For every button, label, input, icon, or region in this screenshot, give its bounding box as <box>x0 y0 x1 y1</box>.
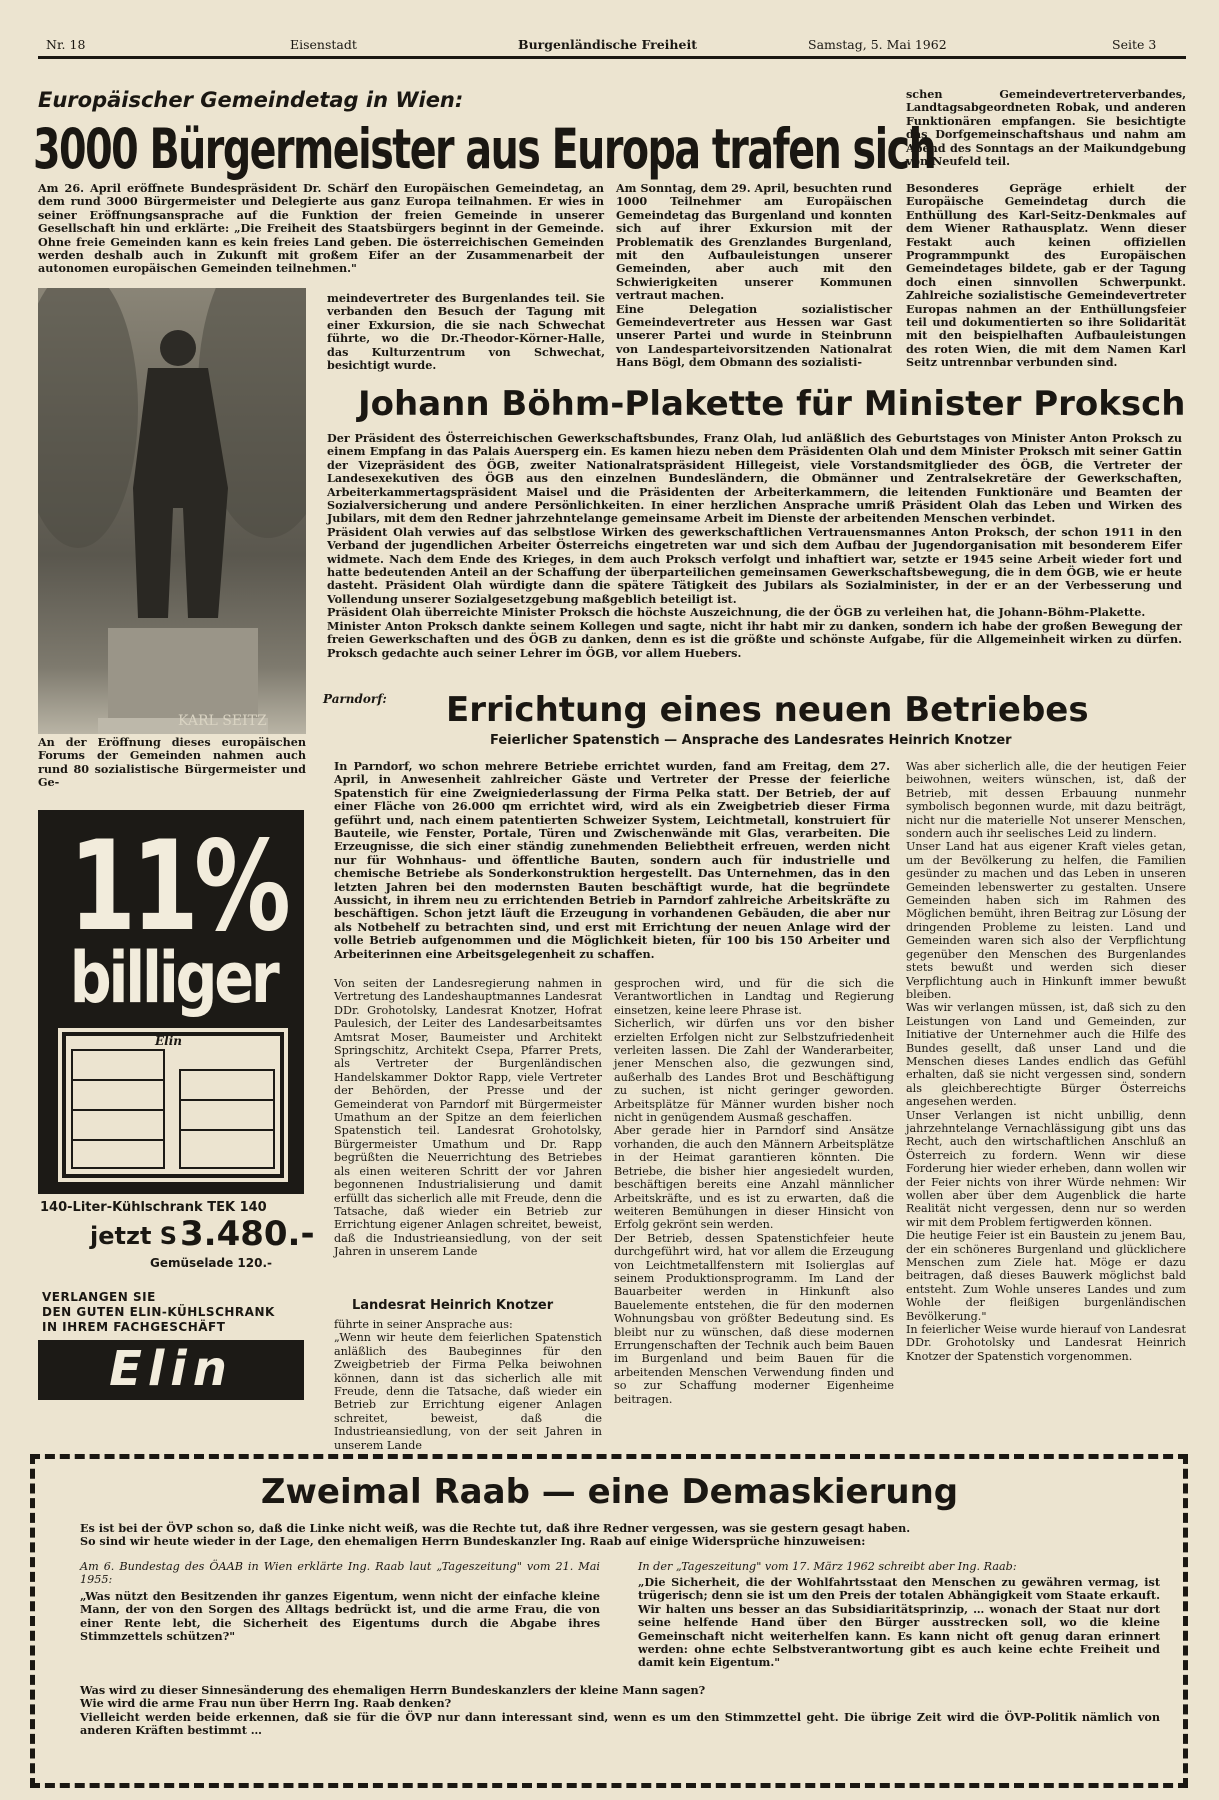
ad-price: 3.480.- <box>180 1214 315 1254</box>
article3-column3: Was aber sicherlich alle, die der heutigen Feier beiwohnen, weiters wünschen, ist, daß der Betrieb, mit dessen Erbauung nunmehr symbolisch begonnen wurde, mit dazu beiträgt, nicht nur die materielle Not unserer Menschen, sondern auch ihr seelisches Leid zu lindern. Unser Land hat aus eigener Kraft vieles getan, um der Bevölkerung zu helfen, die Familien gesünder zu machen und das Leben in unseren Gemeinden lebenswerter zu gestalten. Unsere Gemeinden haben sich im Rahmen des Möglichen bemüht, ihren Beitrag zur Lösung der dringenden Probleme zu leisten. Land und Gemeinden waren sich also der Verpflichtung gegenüber den Menschen des Burgenlandes stets bewußt und werden sich dieser Verpflichtung auch in Hinkunft immer bewußt bleiben. Was wir verlangen müssen, ist, daß sich zu den Leistungen von Land und Gemeinden, zur Initiative der Unternehmer auch die Hilfe des Bundes gesellt, daß unser Land und die Menschen dieses Landes endlich das Gefühl erhalten, daß sie nicht vergessen sind, sondern als gleichberechtigte Bürger Österreichs angesehen werden. Unser Verlangen ist nicht unbillig, denn jahrzehntelange Vernachlässigung gibt uns das Recht, auch den wirtschaftlichen Anschluß an Österreich zu fordern. Wenn wir diese Forderung hier wieder erheben, dann wollen wir der Feier nichts von ihrer Würde nehmen: Wir wollen aber über dem Augenblick die harte Realität nicht vergessen, denn nur so werden wir mit dem Problem fertigwerden können. Die heutige Feier ist ein Baustein zu jenem Bau, der ein schöneres Burgenland und glücklichere Menschen zum Ziele hat. Möge er dazu beitragen, daß dieses Bauwerk möglichst bald entsteht. Zum Wohle unseres Landes und zum Wohle der fleißigen burgenländischen Bevölkerung." In feierlicher Weise wurde hierauf von Landesrat DDr. Grohotolsky und Landesrat Heinrich Knotzer der Spatenstich vorgenommen. <box>906 760 1186 1363</box>
article2-body: Der Präsident des Österreichischen Gewerkschaftsbundes, Franz Olah, lud anläßlich des Geburtstages von Minister Anton Proksch zu einem Empfang in das Palais Auersperg ein. Es kamen hiezu neben dem Präsidenten Olah und dem Minister Proksch mit seiner Gattin der Vizepräsident des ÖGB, zweiter Nationalratspräsident Hillegeist, viele Vorstandsmitglieder des ÖGB, die Vertreter der Landesexekutiven des ÖGB aus den einzelnen Bundesländern, die Obmänner und Zentralsekretäre der Gewerkschaften, Arbeiterkammertagspräsident Maisel und die Präsidenten der Arbeiterkammern, die leitenden Funktionäre und Beamten der Sozialversicherung und andere Persönlichkeiten. In einer herzlichen Ansprache umriß Präsident Olah das Leben und Wirken des Jubilars, mit dem den Redner jahrzehntelange gemeinsame Arbeit im Dienste der arbeitenden Menschen verbindet. Präsident Olah verwies auf das selbstlose Wirken des gewerkschaftlichen Vertrauensmannes Anton Proksch, der schon 1911 in den Verband der jugendlichen Arbeiter Österreichs eingetreten war und sich dem Aufbau der Jugendorganisation mit besonderem Eifer widmete. Nach dem Ende des Krieges, in dem auch Proksch verfolgt und inhaftiert war, setzte er 1945 seine Arbeit wieder fort und hatte bedeutenden Anteil an der Schaffung der überparteilichen gemeinsamen Gewerkschaftsbewegung, die in dem ÖGB, wie er heute dasteht. Präsident Olah würdigte dann die spätere Tätigkeit des Jubilars als Sozialminister, in der er an der Verbesserung und Vollendung unserer Sozialgesetzgebung maßgeblich beteiligt ist. Präsident Olah überreichte Minister Proksch die höchste Auszeichnung, die der ÖGB zu verleihen hat, die Johann-Böhm-Plakette. Minister Anton Proksch dankte seinem Kollegen und sagte, nicht ihr habt mir zu danken, sondern ich habe der großen Bewegung der freien Gewerkschaften und des ÖGB zu danken, denn es ist die größte und schönste Aufgabe, für die Allgemeinheit wirken zu dürfen. Proksch gedachte auch seiner Lehrer im ÖGB, vor allem Huebers. <box>327 431 1182 660</box>
issue-date: Samstag, 5. Mai 1962 <box>808 37 947 52</box>
statue-photo <box>38 288 306 734</box>
article3-column2: gesprochen wird, und für die sich die Verantwortlichen in Landtag und Regierung einsetzen, keine leere Phrase ist. Sicherlich, wir dürfen uns vor den bisher erzielten Erfolgen nicht zur Selbstzufriedenheit verleiten lassen. Die Zahl der Wanderarbeiter, jener Menschen also, die gezwungen sind, außerhalb des Landes Brot und Beschäftigung zu suchen, ist nicht geringer geworden. Arbeitsplätze für Männer wurden bisher noch nicht in genügendem Ausmaß geschaffen. Aber gerade hier in Parndorf sind Ansätze vorhanden, die auch den Männern Arbeitsplätze in der Heimat garantieren könnten. Die Betriebe, die bisher hier angesiedelt wurden, beschäftigen bereits eine Anzahl männlicher Arbeitskräfte, und es ist zu erwarten, daß die weiteren Bemühungen in dieser Hinsicht von Erfolg gekrönt sein werden. Der Betrieb, dessen Spatenstichfeier heute durchgeführt wird, hat vor allem die Erzeugung von Leichtmetallfenstern mit Isolierglas auf seinem Produktionsprogramm. Im Land der Bauarbeiter werden in Hinkunft also Bauelemente entstehen, die für den modernen Wohnungsbau von größter Bedeutung sind. Es bleibt nur zu wünschen, daß diese modernen Errungenschaften der Technik auch beim Bauen im Burgenland und beim Bauen für die arbeitenden Menschen Verwendung finden und so zur Schaffung moderner Eigenheime beitragen. <box>614 977 894 1406</box>
fridge-icon <box>60 1030 286 1180</box>
article1-column3: Am Sonntag, dem 29. April, besuchten rund 1000 Teilnehmer am Europäischen Gemeindetag das Burgenland und konnten sich auf ihrer Exkursion mit der Problematik des Grenzlandes Burgenland, mit den Aufbauleistungen unserer Gemeinden, aber auch mit den Schwierigkeiten unserer Kommunen vertraut machen. Eine Delegation sozialistischer Gemeindevertreter aus Hessen war Gast unserer Partei und wurde in Steinbrunn von Landesparteivorsitzenden Nationalrat Hans Bögl, dem Obmann des sozialisti- <box>616 181 892 370</box>
article1-kicker: Europäischer Gemeindetag in Wien: <box>38 88 464 112</box>
ad-call-to-action: VERLANGEN SIE DEN GUTEN ELIN-KÜHLSCHRANK IN IHREM FACHGESCHÄFT <box>42 1290 275 1334</box>
box-right-intro: In der „Tageszeitung" vom 17. März 1962 schreibt aber Ing. Raab: <box>638 1560 1017 1573</box>
article1-lead: Am 26. April eröffnete Bundespräsident Dr. Schärf den Europäischen Gemeindetag, an dem rund 3000 Bürgermeister und Delegierte aus ganz Europa teilnahmen. Er wies in seiner Eröffnungsansprache auf die Funktion der freien Gemeinde in unserer Gesellschaft hin und erklärte: „Die Freiheit des Staatsbürgers beginnt in der Gemeinde. Ohne freie Gemeinden kann es kein freies Land geben. Die österreichischen Gemeinden werden deshalb auch in Zukunft mit großem Eifer an der Zusammenarbeit der autonomen europäischen Gemeinden teilnehmen." <box>38 181 604 276</box>
article1-column4b: Besonderes Gepräge erhielt der Europäische Gemeindetag durch die Enthüllung des Karl-Seitz-Denkmales auf dem Wiener Rathausplatz. Wenn dieser Festakt auch keinen offiziellen Programmpunkt des Europäischen Gemeindetages bildete, gab er der Tagung doch einen sinnvollen Schwerpunkt. Zahlreiche sozialistische Gemeindevertreter Europas nahmen an der Enthüllungsfeier teil und dokumentierten so ihre Solidarität mit den beispielhaften Aufbauleistungen des roten Wien, die mit dem Namen Karl Seitz untrennbar verbunden sind. <box>906 181 1186 370</box>
box-outro: Was wird zu dieser Sinnesänderung des ehemaligen Herrn Bundeskanzlers der kleine Mann sagen? Wie wird die arme Frau nun über Herrn Ing. Raab denken? Vielleicht werden beide erkennen, daß sie für die ÖVP nur dann interessant sind, wenn es um den Stimmzettel geht. Die übrige Zeit wird die ÖVP-Politik nämlich von anderen Kräften bestimmt … <box>80 1683 1160 1738</box>
fridge-brand: Elin <box>155 1034 182 1048</box>
article3-kicker: Parndorf: <box>323 692 387 706</box>
article3-headline: Errichtung eines neuen Betriebes <box>446 690 1089 730</box>
statue-image <box>38 288 306 734</box>
article3-subhead: Feierlicher Spatenstich — Ansprache des Landesrates Heinrich Knotzer <box>490 733 1012 748</box>
box-headline: Zweimal Raab — eine Demaskierung <box>260 1472 959 1512</box>
photo-caption: An der Eröffnung dieses europäischen Forums der Gemeinden nahmen auch rund 80 sozialistische Bürgermeister und Ge- <box>38 735 306 790</box>
issue-number: Nr. 18 <box>46 37 86 52</box>
ad-model: 140-Liter-Kühlschrank TEK 140 <box>40 1200 267 1215</box>
box-left-quote: „Was nützt den Besitzenden ihr ganzes Eigentum, wenn nicht der einfache kleine Mann, der von den Sorgen des Alltags bedrückt ist, und die arme Frau, die von einer Rente lebt, die Sicherheit des Eigentums durch die Abgabe ihres Stimmzettels schützen?" <box>80 1589 600 1644</box>
box-right-quote: „Die Sicherheit, die der Wohlfahrtsstaat den Menschen zu gewähren vermag, ist trügerisch; denn sie ist um den Preis der totalen Abhängigkeit vom Staate erkauft. Wir halten uns besser an das Subsidiaritätsprinzip, … wonach der Staat nur dort seine helfende Hand über den Bürger ausstrecken soll, wo die kleine Gemeinschaft nicht weiterhelfen kann. Es kann nicht oft genug daran erinnert werden: ohne echte Selbstverantwortung gibt es auch keine echte Freiheit und damit kein Eigentum." <box>638 1575 1160 1670</box>
article1-column2: meindevertreter des Burgenlandes teil. Sie verbanden den Besuch der Tagung mit einer Exkursion, die sie nach Schwechat führte, wo die Dr.-Theodor-Körner-Halle, das Kulturzentrum von Schwechat, besichtigt wurde. <box>327 291 605 373</box>
ad-percent: 11% <box>68 815 287 959</box>
newspaper-name: Burgenländische Freiheit <box>518 37 697 52</box>
fridge-illustration <box>58 1028 288 1182</box>
article3-column1b: führte in seiner Ansprache aus: „Wenn wir heute dem feierlichen Spatenstich anläßlich des Baubeginnes für den Zweigbetrieb der Firma Pelka beiwohnen können, dann ist das sicherlich alle mit Freude, denn die Tatsache, daß wieder ein Betrieb zur Errichtung eigener Anlagen schreitet, beweist, daß die Industrieansiedlung, von der seit Jahren in unserem Lande <box>334 1318 602 1452</box>
article3-column1: Von seiten der Landesregierung nahmen in Vertretung des Landeshauptmannes Landesrat DDr. Grohotolsky, Landesrat Knotzer, Hofrat Paulesich, der Leiter des Landesarbeitsamtes Amtsrat Moser, Baumeister und Architekt Springschitz, Architekt Csepa, Pfarrer Prets, als Vertreter der Burgenländischen Handelskammer Doktor Rapp, viele Vertreter der Behörden, der Presse und der Gemeinderat von Parndorf mit Bürgermeister Umathum an der Spitze an dem feierlichen Spatenstich teil. Landesrat Grohotolsky, Bürgermeister Umathum und Dr. Rapp begrüßten die Neuerrichtung des Betriebes als einen weiteren Schritt der vor Jahren begonnenen Industrialisierung und damit erfüllt das sicherlich alle mit Freude, denn die Tatsache, daß wieder ein Betrieb zur Errichtung eigener Anlagen schreitet, beweist, daß die Industrieansiedlung, von der seit Jahren in unserem Lande <box>334 977 602 1259</box>
ad-price-prefix: jetzt S <box>90 1222 178 1250</box>
article1-headline: 3000 Bürgermeister aus Europa trafen sich <box>33 118 936 182</box>
box-intro: Es ist bei der ÖVP schon so, daß die Linke nicht weiß, was die Rechte tut, daß ihre Redner vergessen, was sie gestern gesagt haben. So sind wir heute wieder in der Lage, den ehemaligen Herrn Bundeskanzler Ing. Raab auf einige Widersprüche hinzuweisen: <box>80 1521 911 1549</box>
place: Eisenstadt <box>290 37 357 52</box>
ad-billiger: billiger <box>69 937 277 1019</box>
article3-lead: In Parndorf, wo schon mehrere Betriebe errichtet wurden, fand am Freitag, dem 27. April, in Anwesenheit zahlreicher Gäste und Vertreter der Presse der feierliche Spatenstich für eine Zweigniederlassung der Firma Pelka statt. Der Betrieb, der auf einer Fläche von 26.000 qm errichtet wird, wird als ein Zweigbetrieb dieser Firma geführt und, nach einem patentierten Schweizer System, Leichtmetall, konstruiert für Bauteile, wie Fenster, Portale, Türen und Zwischenwände mit Glas, verarbeiten. Die Erzeugnisse, die sich einer ständig zunehmenden Beliebtheit erfreuen, werden nicht nur für Wohnhaus- und öffentliche Bauten, sondern auch für industrielle und chemische Betriebe als Sonderkonstruktion hergestellt. Das Unternehmen, das in den letzten Jahren bei den modernsten Bauten beschäftigt wurde, hat die begründete Aussicht, in ihrem neu zu errichtenden Betrieb in Parndorf zahlreiche Arbeitskräfte zu beschäftigen. Schon jetzt läuft die Erzeugung in vorhandenen Gebäuden, die aber nur als Notbehelf zu betrachten sind, und erst mit Errichtung der neuen Anlage wird der volle Betrieb aufgenommen und die Möglichkeit bieten, für 100 bis 150 Arbeiter und Arbeiterinnen eine Arbeitsgelegenheit zu schaffen. <box>334 759 890 961</box>
ad-extra: Gemüselade 120.- <box>150 1256 273 1270</box>
box-left-intro: Am 6. Bundestag des ÖAAB in Wien erklärte Ing. Raab laut „Tageszeitung" vom 21. Mai 1955: <box>80 1560 600 1587</box>
page-number: Seite 3 <box>1112 37 1157 52</box>
plinth-inscription: KARL SEITZ <box>178 713 267 729</box>
header-rule <box>38 56 1186 59</box>
article3-subtitle: Landesrat Heinrich Knotzer <box>352 1298 554 1313</box>
ad-logo: Elin <box>109 1341 233 1397</box>
article2-headline: Johann Böhm-Plakette für Minister Proksch <box>358 384 1186 424</box>
article1-column4a: schen Gemeindevertreterverbandes, Landtagsabgeordneten Robak, und anderen Funktionären empfangen. Sie besichtigte das Dorfgemeinschaftshaus und nahm am Abend des Sonntags an der Maikundgebung von Neufeld teil. <box>906 87 1186 169</box>
